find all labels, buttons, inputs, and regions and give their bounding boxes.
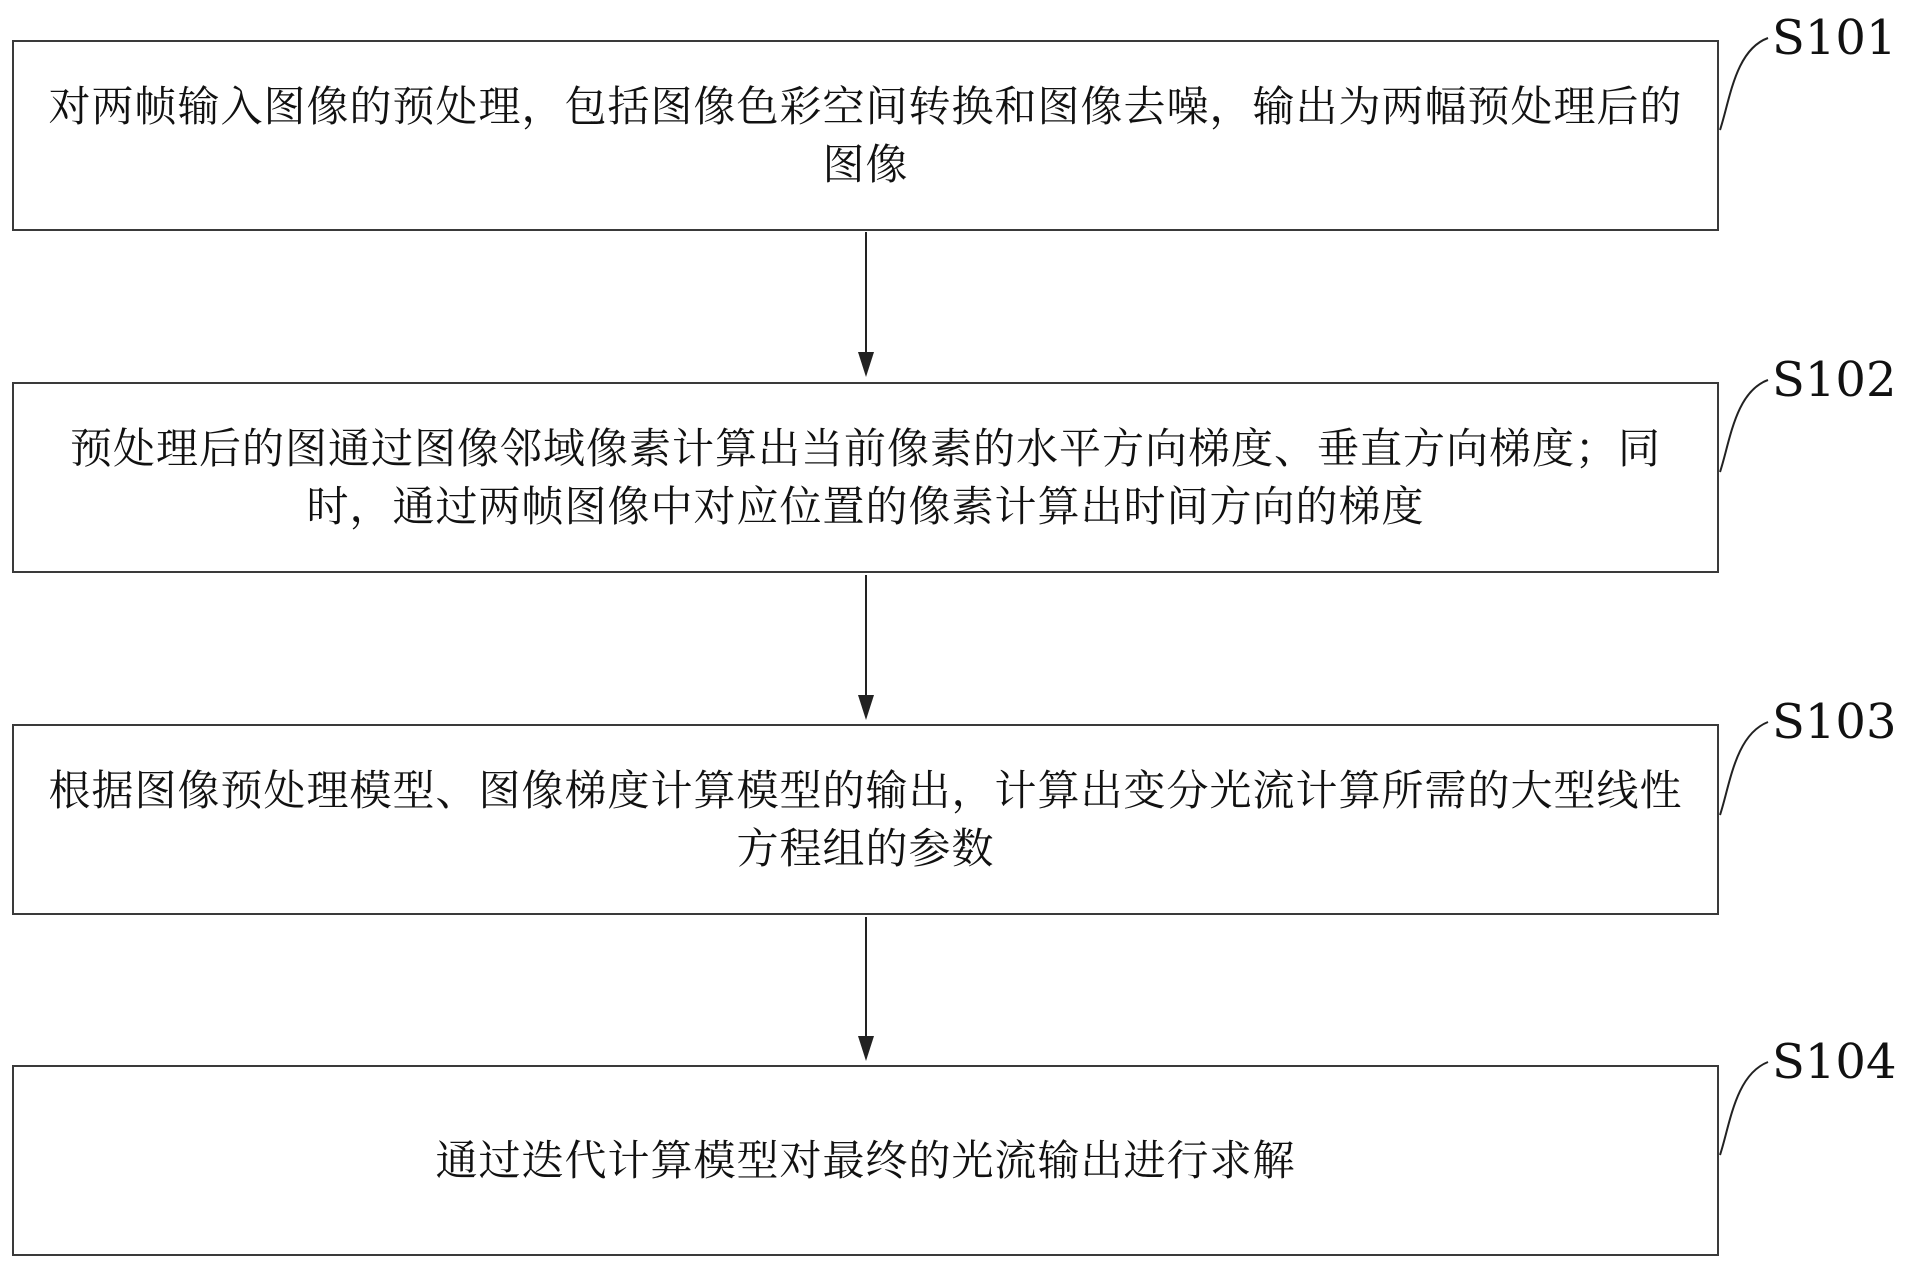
leader-curve-s104 xyxy=(1720,1062,1768,1155)
leader-curve-s102 xyxy=(1720,380,1768,472)
arrow-s102-to-s103 xyxy=(858,575,874,720)
step-text-s101: 对两帧输入图像的预处理，包括图像色彩空间转换和图像去噪，输出为两幅预处理后的图像 xyxy=(48,81,1683,189)
step-label-s103: S103 xyxy=(1772,694,1897,750)
step-text-s103: 根据图像预处理模型、图像梯度计算模型的输出，计算出变分光流计算所需的大型线性方程组的参数 xyxy=(48,765,1683,873)
step-box-s102 xyxy=(12,382,1719,573)
step-label-s101: S101 xyxy=(1772,10,1897,66)
step-box-s103 xyxy=(12,724,1719,915)
arrow-s103-to-s104 xyxy=(858,917,874,1061)
leader-curve-s101 xyxy=(1720,38,1768,130)
step-text-s104: 通过迭代计算模型对最终的光流输出进行求解 xyxy=(435,1135,1296,1185)
step-box-s101 xyxy=(12,40,1719,231)
step-text-s102: 预处理后的图通过图像邻域像素计算出当前像素的水平方向梯度、垂直方向梯度；同时，通过两帧图像中对应位置的像素计算出时间方向的梯度 xyxy=(69,423,1661,531)
arrow-s101-to-s102 xyxy=(858,232,874,377)
step-box-s104 xyxy=(12,1065,1719,1256)
leader-curve-s103 xyxy=(1720,722,1768,815)
step-label-s102: S102 xyxy=(1772,352,1897,408)
step-label-s104: S104 xyxy=(1772,1034,1897,1090)
